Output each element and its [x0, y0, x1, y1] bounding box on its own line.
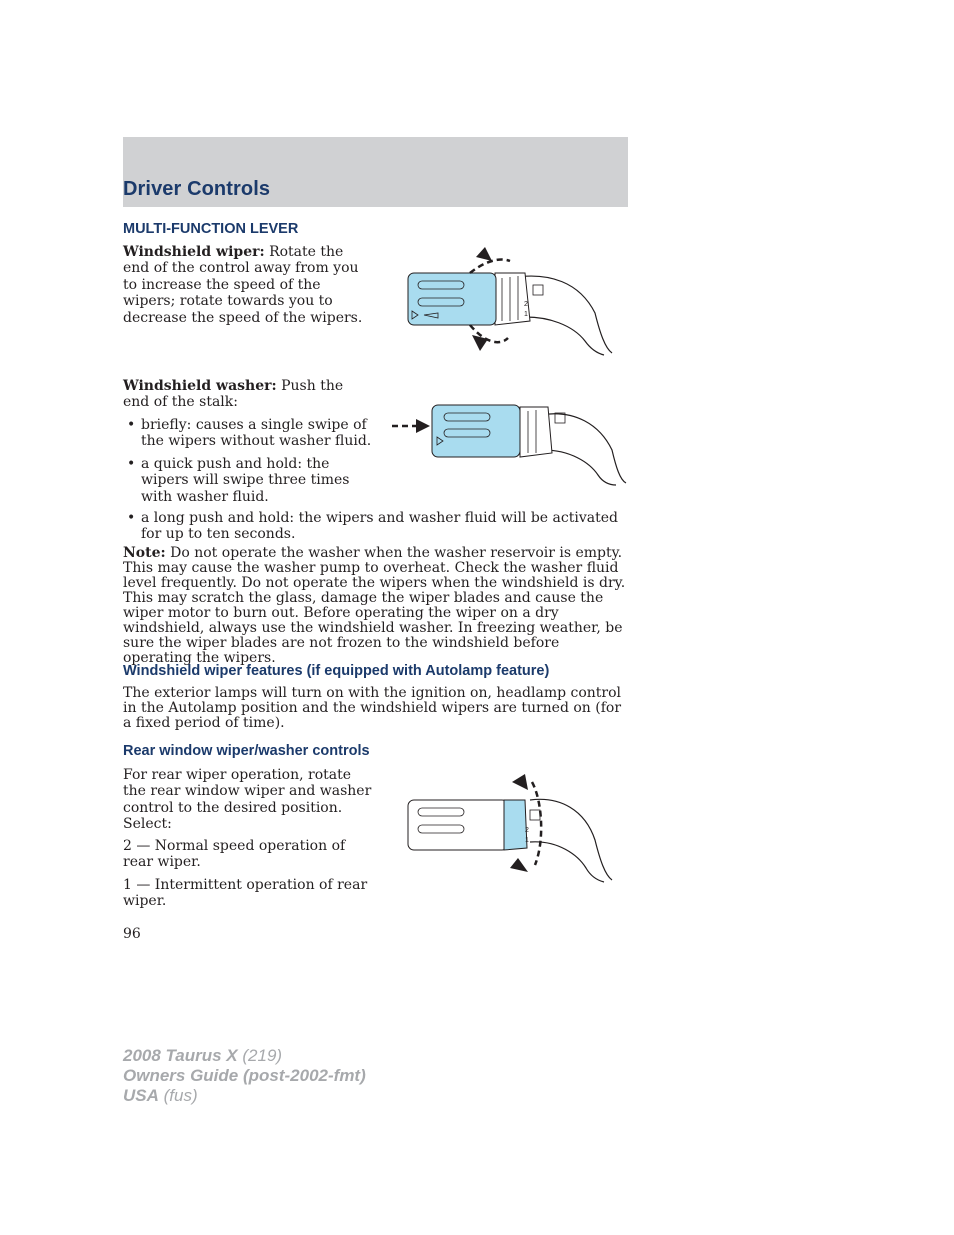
- rear-stalk-label-1: 1: [525, 837, 529, 844]
- section-heading-multifunction-lever: MULTI-FUNCTION LEVER: [123, 221, 299, 237]
- rear-wiper-intro: For rear wiper operation, rotate the rear window wiper and washer control to the desired position. Select:: [123, 767, 372, 833]
- wiper-text: Rotate the end of the control away from you to increase the speed of the wipers; rotate towards you to decrease the speed of the wipers.: [123, 244, 363, 326]
- footer-line-2: Owners Guide (post-2002-fmt): [123, 1066, 366, 1085]
- figure-washer-push: [390, 395, 630, 490]
- washer-paragraph: [123, 378, 373, 411]
- figure-rear-wiper-rotate: [400, 770, 615, 885]
- list-item: • briefly: causes a single swipe of the wipers without washer fluid.: [127, 417, 372, 450]
- stalk-label-1: 1: [524, 311, 528, 318]
- page-title: Driver Controls: [123, 178, 271, 200]
- footer: [123, 1046, 366, 1106]
- section-heading-rear-wiper: Rear window wiper/washer controls: [123, 743, 370, 759]
- note-label: Note:: [123, 545, 166, 561]
- list-item-text: a quick push and hold: the wipers will swipe three times with washer fluid.: [141, 456, 350, 505]
- stalk-label-2: 2: [524, 301, 528, 308]
- list-item-text: briefly: causes a single swipe of the wipers without washer fluid.: [141, 417, 372, 450]
- footer-line-1: 2008 Taurus X (219): [123, 1046, 283, 1065]
- footer-line-3: USA (fus): [123, 1086, 198, 1105]
- page-number: 96: [123, 926, 141, 942]
- wiper-paragraph: [123, 244, 373, 326]
- list-item-text: a long push and hold: the wipers and washer fluid will be activated for up to ten seconds.: [141, 510, 618, 543]
- figure-wiper-rotate: [400, 243, 615, 358]
- rear-wiper-option-1: 1 — Intermittent operation of rear wiper.: [123, 877, 368, 910]
- section-heading-autolamp: Windshield wiper features (if equipped with Autolamp feature): [123, 663, 550, 679]
- header-band: [123, 137, 628, 207]
- autolamp-paragraph: The exterior lamps will turn on with the ignition on, headlamp control in the Autolamp position and the windshield wipers are turned on (for a fixed period of time).: [123, 685, 622, 731]
- list-item: • a quick push and hold: the wipers will swipe three times with washer fluid.: [127, 456, 350, 505]
- note-paragraph: [123, 546, 629, 666]
- rear-wiper-option-2: 2 — Normal speed operation of rear wiper.: [123, 838, 346, 871]
- list-item: • a long push and hold: the wipers and washer fluid will be activated for up to ten seconds.: [127, 510, 618, 543]
- note-text: Do not operate the washer when the washer reservoir is empty. This may cause the washer pump to overheat. Check the washer fluid level frequently. Do not operate the wipers when the windshield is dry. This may scratch the glass, damage the wiper blades and cause the wiper motor to burn out. Before operating the wiper on a dry windshield, always use the windshield washer. In freezing weather, be sure the wiper blades are not frozen to the windshield before operating the wipers.: [123, 545, 626, 666]
- rear-stalk-label-2: 2: [525, 827, 529, 834]
- wiper-label: Windshield wiper:: [123, 244, 265, 260]
- washer-label: Windshield washer:: [123, 378, 277, 394]
- washer-text: Push the end of the stalk:: [123, 378, 344, 411]
